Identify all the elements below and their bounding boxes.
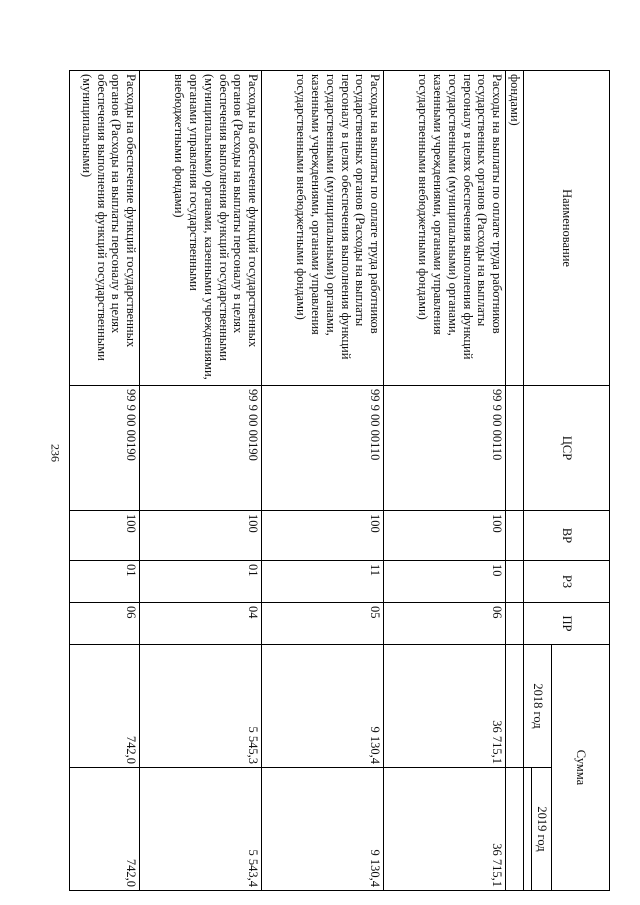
row-2019: 9 130,4 [262, 768, 384, 891]
row-2018: 742,0 [70, 645, 140, 768]
table-row [262, 71, 384, 891]
empty-cell [506, 768, 524, 891]
row-vr: 100 [140, 511, 262, 561]
row-name: Расходы на выплаты по оплате труда работников государственных органов (Расходы на выплаты персоналу в целях обеспечения выполнения функций государственными (муниципальными) органами, казенными учреждениями, органами управления государственными внебюджетными фондами) [384, 71, 506, 386]
row-rz: 11 [262, 561, 384, 603]
budget-table [69, 70, 610, 891]
row-vr: 100 [70, 511, 140, 561]
row-name: Расходы на обеспечение функций государственных органов (Расходы на выплаты персоналу в целях обеспечения выполнения функций государственными (муниципальными) [70, 71, 140, 386]
header-spacer [524, 768, 532, 891]
row-rz: 01 [140, 561, 262, 603]
row-name: Расходы на выплаты по оплате труда работников государственных органов (Расходы на выплаты персоналу в целях обеспечения выполнения функций государственными (муниципальными) органами, казенными учреждениями, органами управления государственными внебюджетными фондами) [262, 71, 384, 386]
header-csr: ЦСР [524, 386, 610, 511]
row-pr: 06 [384, 603, 506, 645]
row-pr: 05 [262, 603, 384, 645]
empty-cell [506, 561, 524, 603]
row-csr: 99 9 00 00110 [384, 386, 506, 511]
header-vr: ВР [524, 511, 610, 561]
row-2019: 36 715,1 [384, 768, 506, 891]
row-csr: 99 9 00 00110 [262, 386, 384, 511]
rotated-page [79, 70, 610, 890]
row-2019: 742,0 [70, 768, 140, 891]
header-rz: РЗ [524, 561, 610, 603]
continuation-cell: фондами) [506, 71, 524, 386]
header-pr: ПР [524, 603, 610, 645]
page-number: 236 [48, 444, 63, 462]
row-2018: 5 545,3 [140, 645, 262, 768]
row-vr: 100 [262, 511, 384, 561]
header-sum: Сумма [552, 645, 610, 891]
row-csr: 99 9 00 00190 [70, 386, 140, 511]
row-csr: 99 9 00 00190 [140, 386, 262, 511]
row-rz: 01 [70, 561, 140, 603]
row-pr: 04 [140, 603, 262, 645]
row-2019: 5 543,4 [140, 768, 262, 891]
row-2018: 9 130,4 [262, 645, 384, 768]
row-rz: 10 [384, 561, 506, 603]
row-pr: 06 [70, 603, 140, 645]
empty-cell [506, 645, 524, 768]
table-row [70, 71, 140, 891]
empty-cell [506, 511, 524, 561]
empty-cell [506, 386, 524, 511]
row-name: Расходы на обеспечение функций государственных органов (Расходы на выплаты персоналу в целях обеспечения выполнения функций государственными (муниципальными) органами, казенными учреждениями, органами управления государственными внебюджетными фондами) [140, 71, 262, 386]
row-vr: 100 [384, 511, 506, 561]
empty-cell [506, 603, 524, 645]
header-name: Наименование [524, 71, 610, 386]
row-2018: 36 715,1 [384, 645, 506, 768]
header-2019: 2019 год [532, 768, 552, 891]
table-row [384, 71, 506, 891]
table-row [140, 71, 262, 891]
header-2018: 2018 год [524, 645, 552, 768]
